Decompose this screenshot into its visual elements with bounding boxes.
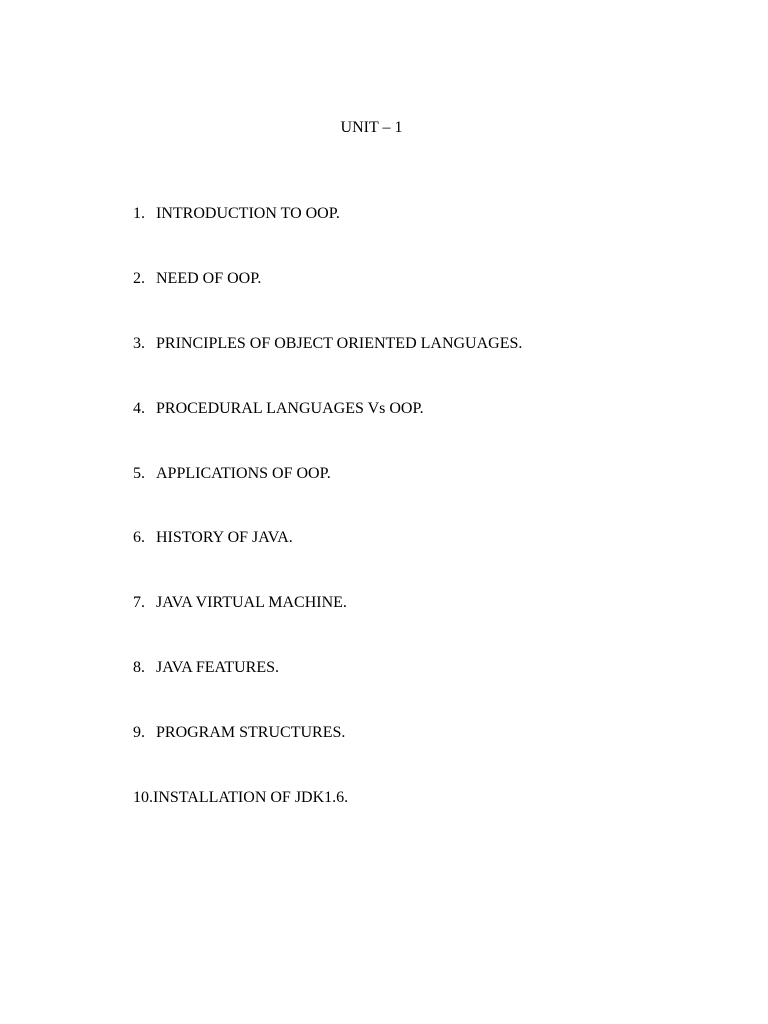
list-item [133,464,522,529]
item-text: PROCEDURAL LANGUAGES Vs OOP. [156,399,424,417]
item-text: INSTALLATION OF JDK1.6. [153,789,349,807]
item-number: 1. [133,205,145,222]
item-number: 6. [133,529,145,547]
list-item [133,269,522,334]
page-title: UNIT – 1 [340,119,403,136]
item-text: JAVA FEATURES. [156,659,280,677]
item-number: 3. [133,334,145,352]
list-item [133,593,522,658]
list-item [133,334,522,399]
topic-list [133,204,522,853]
item-number: 9. [133,724,145,742]
item-number: 8. [133,659,145,677]
item-text: JAVA VIRTUAL MACHINE. [156,594,347,612]
list-item [133,399,522,464]
list-item [133,788,522,853]
item-text: HISTORY OF JAVA. [156,529,293,547]
item-text: INTRODUCTION TO OOP. [156,205,340,222]
list-item [133,528,522,593]
item-text: PROGRAM STRUCTURES. [156,724,346,742]
list-item [133,204,522,269]
item-text: APPLICATIONS OF OOP. [156,464,331,482]
item-number: 2. [133,269,145,287]
item-number: 4. [133,399,145,417]
list-item [133,658,522,723]
item-text: PRINCIPLES OF OBJECT ORIENTED LANGUAGES. [156,334,523,352]
item-number: 7. [133,594,145,612]
item-number: 5. [133,464,145,482]
list-item [133,723,522,788]
item-text: NEED OF OOP. [156,269,262,287]
item-number: 10. [133,789,153,807]
